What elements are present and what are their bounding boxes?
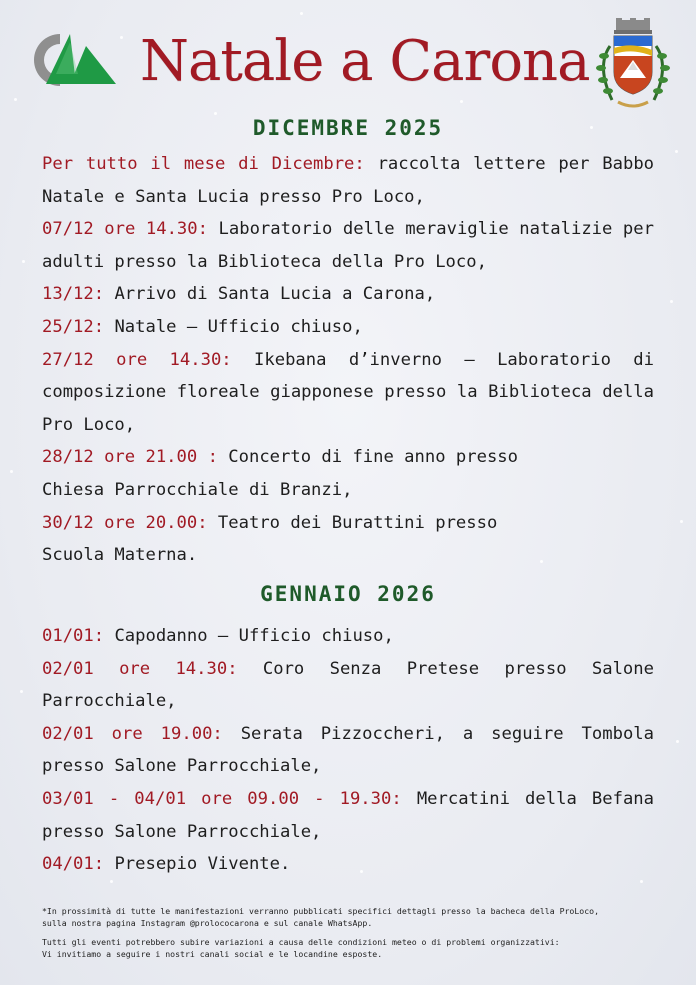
section-title-gennaio: GENNAIO 2026: [260, 582, 436, 606]
event-item: 25/12: Natale – Ufficio chiuso,: [42, 316, 363, 337]
header: [0, 0, 696, 120]
section-title-dicembre: DICEMBRE 2025: [252, 116, 444, 140]
pro-loco-logo: [26, 28, 118, 92]
event-item: 02/01 ore 19.00: Serata Pizzoccheri, a seguire Tombola presso Salone Parrocchiale,: [42, 723, 654, 777]
coat-of-arms-icon: [592, 16, 674, 114]
event-item: 27/12 ore 14.30: Ikebana d’inverno – Laboratorio di composizione floreale giapponese presso la Biblioteca della Pro Loco,: [42, 349, 654, 435]
event-item: 28/12 ore 21.00 : Concerto di fine anno presso Chiesa Parrocchiale di Branzi,: [42, 447, 519, 500]
event-item: 07/12 ore 14.30: Laboratorio delle meraviglie natalizie per adulti presso la Biblioteca della Pro Loco,: [42, 219, 654, 272]
page-title: Natale a Carona: [140, 29, 590, 94]
event-item: 01/01: Capodanno – Ufficio chiuso,: [42, 626, 394, 646]
event-item: 02/01 ore 14.30: Coro Senza Pretese presso Salone Parrocchiale,: [42, 658, 654, 712]
event-item: 04/01: Presepio Vivente.: [42, 854, 291, 875]
events-gennaio: [42, 620, 654, 881]
events-dicembre: [42, 148, 654, 572]
footer-note-info: *In prossimità di tutte le manifestazioni verranno pubblicati specifici dettagli presso la bacheca della ProLoco, sulla nostra pagina Instagram @prolococarona e sul canale WhatsApp.: [42, 906, 600, 928]
event-item: 03/01 - 04/01 ore 09.00 - 19.30: Mercatini della Befana presso Salone Parrocchiale,: [42, 788, 654, 842]
footer-notes: [42, 906, 658, 968]
event-item: 13/12: Arrivo di Santa Lucia a Carona,: [42, 284, 436, 305]
event-item: 30/12 ore 20.00: Teatro dei Burattini presso Scuola Materna.: [42, 512, 498, 566]
event-item: Per tutto il mese di Dicembre: raccolta lettere per Babbo Natale e Santa Lucia presso Pro Loco,: [42, 154, 655, 207]
footer-note-disclaimer: Tutti gli eventi potrebbero subire variazioni a causa delle condizioni meteo o di problemi organizzativi: Vi invitiamo a seguire i nostri canali social e le locandine esposte.: [42, 937, 560, 959]
